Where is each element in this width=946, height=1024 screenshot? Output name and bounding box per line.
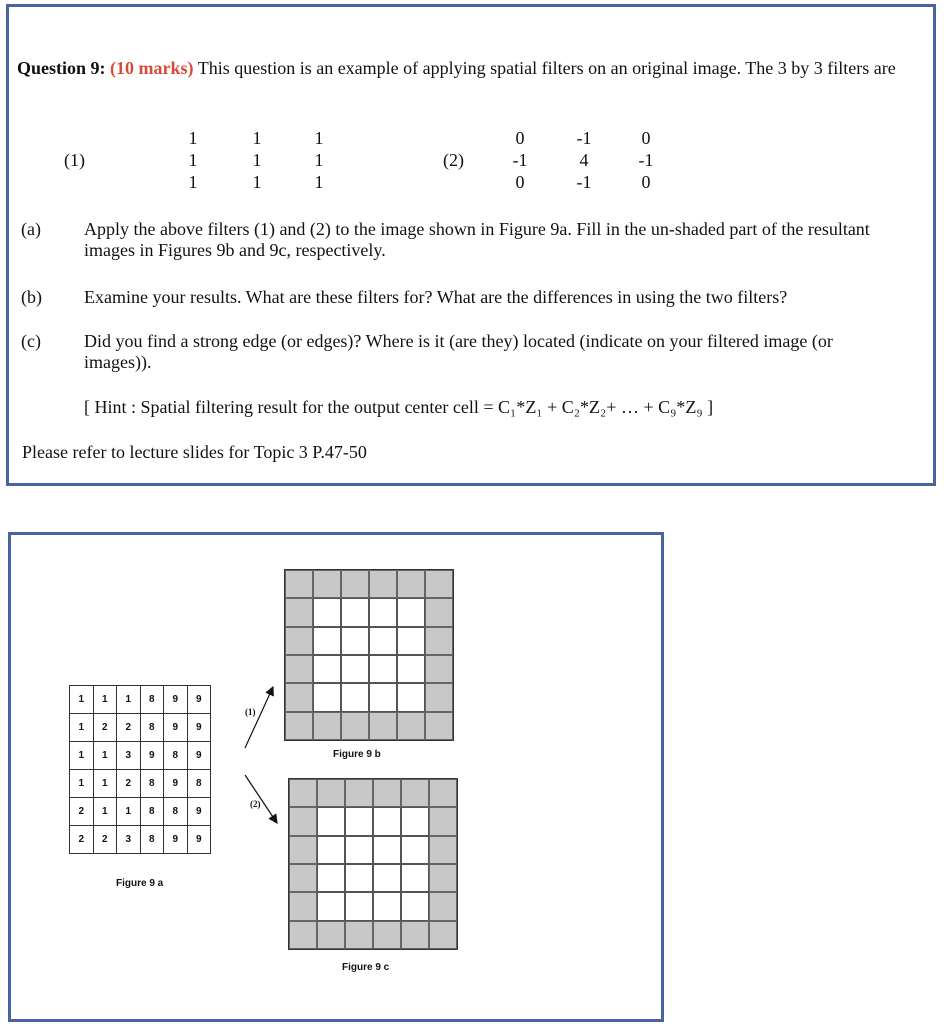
part-b-text: Examine your results. What are these filters for? What are the differences in using the two filters? <box>84 287 788 307</box>
question-marks: (10 marks) <box>110 58 194 78</box>
m1-cell: 1 <box>252 150 262 170</box>
pixel-cell: 1 <box>93 770 117 798</box>
m2-cell: 0 <box>515 128 525 148</box>
pixel-cell: 8 <box>164 798 188 826</box>
pixel-cell: 1 <box>93 686 117 714</box>
pixel-cell: 8 <box>187 770 211 798</box>
pixel-cell: 2 <box>70 798 94 826</box>
filter-2-label: (2) <box>443 150 464 170</box>
pixel-cell: 9 <box>187 798 211 826</box>
pixel-cell: 1 <box>93 742 117 770</box>
pixel-cell: 3 <box>117 826 141 854</box>
filter-1-label: (1) <box>64 150 85 170</box>
pixel-cell: 2 <box>117 770 141 798</box>
pixel-cell: 2 <box>117 714 141 742</box>
question-intro-text: This question is an example of applying spatial filters on an original image. The 3 by 3 filters are <box>197 58 896 78</box>
pixel-cell: 8 <box>164 742 188 770</box>
arrow-2-label: (2) <box>250 799 261 809</box>
m2-cell: 0 <box>641 128 651 148</box>
hint-text: [ Hint : Spatial filtering result for the output center cell = C₁*Z₁ + C₂*Z₂+ … + C₉*Z₉ ] <box>84 397 714 417</box>
pixel-cell: 9 <box>187 826 211 854</box>
pixel-cell: 8 <box>140 826 164 854</box>
m2-cell: -1 <box>512 150 528 170</box>
part-a-label: (a) <box>21 219 41 239</box>
pixel-cell: 2 <box>93 714 117 742</box>
pixel-cell: 1 <box>117 686 141 714</box>
arrow-1-line <box>245 687 273 748</box>
figure-arrows <box>11 535 661 1019</box>
question-intro <box>17 58 897 79</box>
m1-cell: 1 <box>314 128 324 148</box>
m2-cell: -1 <box>576 128 592 148</box>
pixel-cell: 9 <box>187 714 211 742</box>
refer-text: Please refer to lecture slides for Topic 3 P.47-50 <box>22 442 367 462</box>
m2-cell: 4 <box>579 150 589 170</box>
figure-9c-caption: Figure 9 c <box>342 962 390 973</box>
pixel-cell: 8 <box>140 798 164 826</box>
pixel-cell: 1 <box>70 714 94 742</box>
m2-cell: -1 <box>638 150 654 170</box>
pixel-cell: 1 <box>70 770 94 798</box>
pixel-cell: 8 <box>140 714 164 742</box>
figure-9a-caption: Figure 9 a <box>116 878 164 889</box>
question-title: Question 9: <box>17 58 106 78</box>
m1-cell: 1 <box>252 128 262 148</box>
part-a-text: Apply the above filters (1) and (2) to the image shown in Figure 9a. Fill in the un-shaded part of the resultant images in Figures 9b and 9c, respectively. <box>84 219 870 260</box>
pixel-cell: 1 <box>117 798 141 826</box>
m2-cell: -1 <box>576 172 592 192</box>
pixel-cell: 9 <box>140 742 164 770</box>
pixel-cell: 8 <box>140 686 164 714</box>
pixel-cell: 9 <box>187 742 211 770</box>
pixel-cell: 2 <box>70 826 94 854</box>
m1-cell: 1 <box>188 128 198 148</box>
m1-cell: 1 <box>314 150 324 170</box>
pixel-cell: 2 <box>93 826 117 854</box>
m1-cell: 1 <box>314 172 324 192</box>
part-c-text: Did you find a strong edge (or edges)? Where is it (are they) located (indicate on your filtered image (or images)). <box>84 331 833 372</box>
pixel-cell: 1 <box>70 742 94 770</box>
pixel-cell: 9 <box>164 770 188 798</box>
part-b-label: (b) <box>21 287 42 307</box>
pixel-cell: 9 <box>187 686 211 714</box>
pixel-cell: 3 <box>117 742 141 770</box>
pixel-cell: 9 <box>164 826 188 854</box>
pixel-cell: 8 <box>140 770 164 798</box>
m1-cell: 1 <box>188 172 198 192</box>
pixel-cell: 1 <box>70 686 94 714</box>
figure-box <box>8 532 664 1022</box>
part-c-label: (c) <box>21 331 41 351</box>
figure-9b-caption: Figure 9 b <box>333 749 381 760</box>
pixel-cell: 9 <box>164 686 188 714</box>
pixel-cell: 9 <box>164 714 188 742</box>
m1-cell: 1 <box>252 172 262 192</box>
m1-cell: 1 <box>188 150 198 170</box>
pixel-cell: 1 <box>93 798 117 826</box>
m2-cell: 0 <box>641 172 651 192</box>
arrow-1-label: (1) <box>245 707 256 717</box>
m2-cell: 0 <box>515 172 525 192</box>
